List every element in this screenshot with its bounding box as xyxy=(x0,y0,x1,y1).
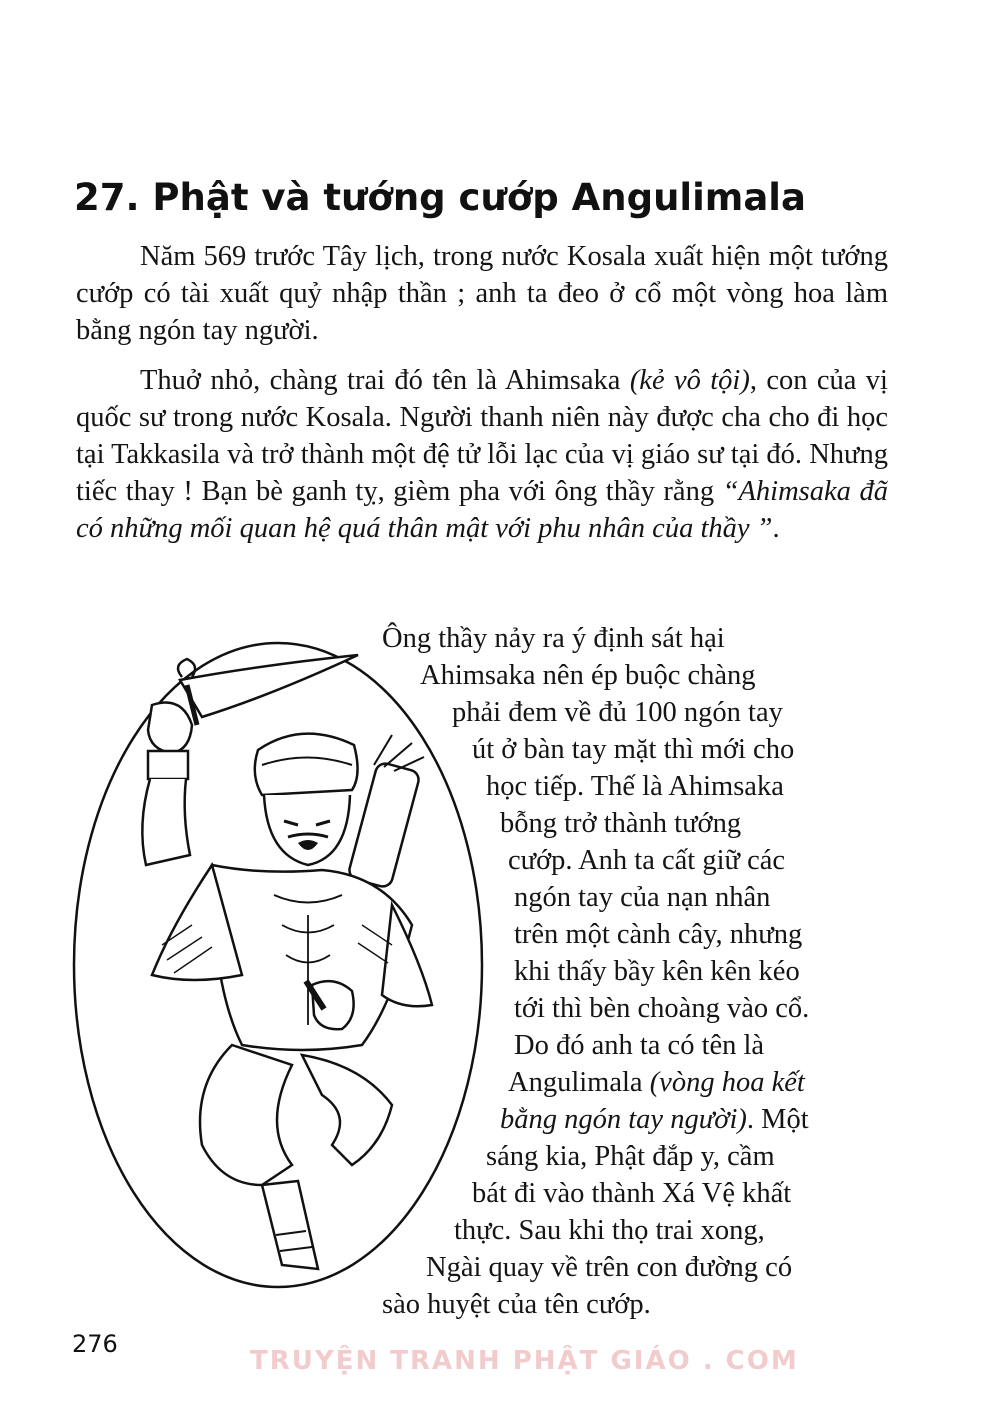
paragraph-3-line: học tiếp. Thế là Ahimsaka xyxy=(486,771,784,802)
paragraph-3-line: khi thấy bầy kên kên kéo xyxy=(514,956,800,987)
paragraph-3-line: Ngài quay về trên con đường có xyxy=(426,1252,793,1283)
paragraph-3-line: sáng kia, Phật đắp y, cầm xyxy=(486,1141,775,1172)
paragraph-2-italic-a: (kẻ vô tội) xyxy=(629,365,750,396)
paragraph-1 xyxy=(76,238,888,349)
paragraph-2-text-b: , con của vị quốc sư trong nước Kosala. Người thanh niên này được cha cho đi học tại Takkasila và trở thành một đệ tử lỗi lạc của vị giáo sư tại đó. Nhưng tiếc thay ! Bạn bè ganh tỵ, gièm pha với ông thầy rằng xyxy=(76,365,888,507)
paragraph-3-line xyxy=(500,1101,809,1138)
paragraph-3-line: tới thì bèn choàng vào cổ. xyxy=(514,993,810,1024)
paragraph-2-text-a: Thuở nhỏ, chàng trai đó tên là Ahimsaka xyxy=(140,365,630,396)
paragraph-3-line: Do đó anh ta có tên là xyxy=(514,1030,765,1061)
paragraph-3-text: . Một xyxy=(746,1104,809,1135)
paragraph-3-line: út ở bàn tay mặt thì mới cho xyxy=(472,734,795,765)
paragraph-3-text: Angulimala xyxy=(508,1067,650,1098)
paragraph-3-line: ngón tay của nạn nhân xyxy=(514,882,771,913)
paragraph-3-line: cướp. Anh ta cất giữ các xyxy=(508,845,786,876)
chapter-title: 27. Phật và tướng cướp Angulimala xyxy=(74,176,806,219)
bandit-illustration xyxy=(62,625,502,1305)
paragraph-3-line: Ahimsaka nên ép buộc chàng xyxy=(420,660,756,691)
paragraph-2-text-c: . xyxy=(772,513,780,544)
paragraph-3-line: bỗng trở thành tướng xyxy=(500,808,742,839)
paragraph-3-line: bát đi vào thành Xá Vệ khất xyxy=(472,1178,792,1209)
paragraph-3-line: thực. Sau khi thọ trai xong, xyxy=(454,1215,765,1246)
page-number: 276 xyxy=(72,1330,118,1358)
paragraph-2 xyxy=(76,362,888,547)
watermark: TRUYỆN TRANH PHẬT GIÁO . COM xyxy=(250,1346,799,1376)
paragraph-1-text: Năm 569 trước Tây lịch, trong nước Kosala xuất hiện một tướng cướp có tài xuất quỷ nhập thần ; anh ta đeo ở cổ một vòng hoa làm bằng ngón tay người. xyxy=(76,241,888,346)
paragraph-3-line xyxy=(508,1064,805,1101)
paragraph-3-italic: (vòng hoa kết xyxy=(649,1067,805,1098)
paragraph-3-italic: bằng ngón tay người) xyxy=(500,1104,747,1135)
paragraph-3-line: Ông thầy nảy ra ý định sát hại xyxy=(382,623,725,654)
paragraph-3-line: sào huyệt của tên cướp. xyxy=(382,1289,651,1320)
paragraph-3-line: phải đem về đủ 100 ngón tay xyxy=(452,697,783,728)
paragraph-3-line: trên một cành cây, nhưng xyxy=(514,919,803,950)
paragraph-2-italic-b: “Ahimsaka đã có những mối quan hệ quá thân mật với phu nhân của thầy ” xyxy=(76,476,889,544)
